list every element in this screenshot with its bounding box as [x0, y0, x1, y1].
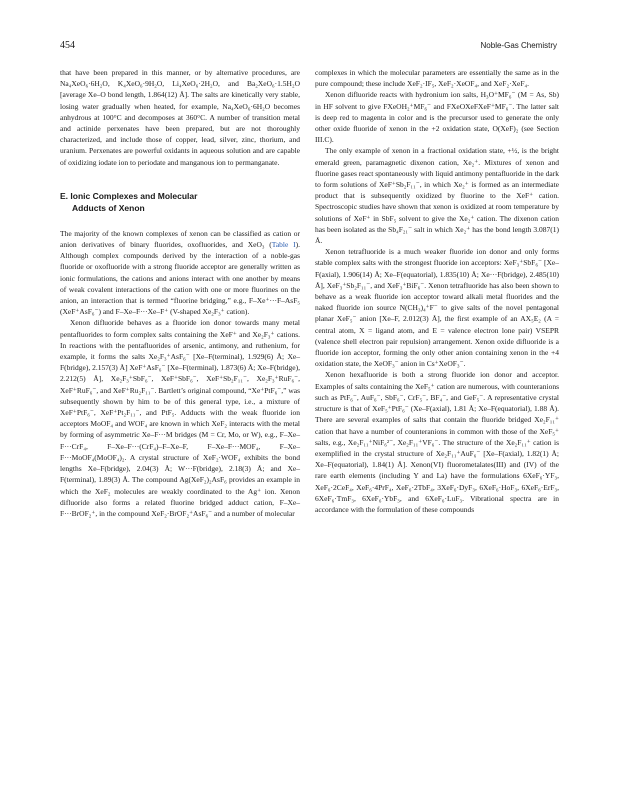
table-link[interactable]: Table I — [271, 240, 296, 250]
paragraph: Xenon difluoride behaves as a fluoride ion donor towards many metal pentafluorides to form complex salts containing the XeF⁺ and Xe₂F₃⁺ cations. In reactions with the pentafluorides of arsenic, antimony, and ruthenium, for example, it forms the salts Xe₂F₃⁺AsF₆⁻ [Xe–F(terminal), 1.929(6) Å; Xe–F(bridge), 2.157(3) Å] XeF⁺AsF₆⁻ [Xe–F(terminal), 1.873(6) Å; Xe–F(bridge), 2.212(5) Å], Xe₂F₃⁺SbF₆⁻, XeF⁺SbF₆⁻, XeF⁺Sb₂F₁₁⁻, Xe₂F₃⁺RuF₆⁻, XeF⁺RuF₆⁻, and XeF⁺Ru₂F₁₁⁻. Bartlett’s original compound, “Xe⁺PtF₆⁻,” was subsequently shown by him to be of this general type, i.e., a mixture of XeF⁺PtF₆⁻, XeF⁺Pt₂F₁₁⁻, and PtF₅. Adducts with the weak fluoride ion acceptors MoOF₄ and WOF₄ are known in which XeF₂ interacts with the metal by forming of asymmetric Xe–F···M bridges (M = Cr, Mo, or W), e.g., F–Xe–F···CrF₄, F–Xe–F···(CrF₄)–F–Xe–F, F–Xe–F···MOF₄, F–Xe–F···MoOF₄(MoOF₄)₂. A crystal structure of XeF₂·WOF₄ exhibits the bond lengths Xe–F(bridge), 2.04(3) Å; W···F(bridge), 2.18(3) Å; and Xe–F(terminal), 1.89(3) Å. The compound Ag(XeF₂)₂AsF₆ provides an example in which the XeF₂ molecules are weakly coordinated to the Ag⁺ ion. Xenon difluoride also forms a related fluorine bridged adduct cation, F–Xe–F···BrOF₂⁺, in the compound XeF₂·BrOF₂⁺AsF₆⁻ and a number of molecular — [60, 318, 300, 518]
paragraph-text: The majority of the known complexes of xenon can be classified as cation or anion derivatives of binary fluorides, oxofluorides, and XeO₃ ( — [60, 228, 300, 250]
paragraph-text: ). Although complex compounds derived by the interaction of a noble-gas fluoride or oxofluoride with a strong fluoride acceptor are generally written as ionic formulations, the cations and anions interact with one another by means of weak covalent interactions of the cation with one or more fluorines on the anion, an interaction that is termed “fluorine bridging,” e.g., F–Xe⁺···F–AsF₅ (XeF⁺AsF₆⁻) and F–Xe–F···Xe–F⁺ (V-shaped Xe₂F₃⁺ cation). — [60, 240, 300, 317]
paragraph: Xenon tetrafluoride is a much weaker fluoride ion donor and only forms stable complex salts with the strongest fluoride ion acceptors: XeF₃⁺SbF₆⁻ [Xe–F(axial), 1.906(14) Å; Xe–F(equatorial), 1.835(10) Å; Xe···F(bridge), 2.485(10) Å], XeF₃⁺Sb₂F₁₁⁻, and XeF₃⁺BiF₆⁻. Xenon tetrafluoride has also been shown to behave as a weak fluoride ion acceptor toward alkali metal fluorides and the naked fluoride ion source N(CH₃)₄⁺F⁻ to give salts of the novel pentagonal planar XeF₅⁻ anion [Xe–F, 2.012(3) Å], the first example of an AX₅E₂ (A = central atom, X = ligand atom, and E = valence electron lone pair) VSEPR (valence shell electron pair repulsion) arrangement. Xenon oxide difluoride is a fluoride ion acceptor, forming the only other anion containing xenon in the +4 oxidation state, the XeOF₃⁻ anion in Cs⁺XeOF₃⁻. — [315, 247, 559, 369]
section-heading — [60, 190, 300, 214]
page-number: 454 — [60, 40, 75, 51]
running-title: Noble-Gas Chemistry — [480, 41, 557, 50]
section-heading-line2: Adducts of Xenon — [72, 202, 145, 213]
paragraph: complexes in which the molecular parameters are essentially the same as in the pure compound; these include XeF₂·IF₅, XeF₂·XeOF₄, and XeF₂·XeF₄. — [315, 68, 559, 89]
section-heading-line1: E. Ionic Complexes and Molecular — [60, 190, 198, 201]
right-column — [315, 67, 559, 515]
paragraph — [60, 228, 300, 318]
running-header — [60, 40, 557, 54]
left-column — [60, 67, 300, 519]
paragraph: that have been prepared in this manner, or by alternative procedures, are Na₄XeO₆·6H₂O, K₄XeO₆·9H₂O, Li₄XeO₆·2H₂O, and Ba₂XeO₆·1.5H₂O [average Xe–O bond length, 1.864(12) Å]. The salts are kinetically very stable, losing water gradually when heated, for example, Na₄XeO₆·6H₂O becomes anhydrous at 100°C and decomposes at 360°C. A number of transition metal and actinide perxenates have been prepared, but are not thoroughly characterized, and include those of copper, lead, silver, zinc, thorium, and uranium. Perxenates are powerful oxidants in aqueous solution and are capable of oxidizing iodate ion to periodate and manganous ion to permanganate. — [60, 68, 300, 167]
paragraph: Xenon difluoride reacts with hydronium ion salts, H₃O⁺MF₆⁻ (M = As, Sb) in HF solvent to give FXeOH₂⁺MF₆⁻ and FXeOXeFXeF⁺MF₆⁻. The latter salt is deep red to magenta in color and is the precursor used to generate the only other oxide fluoride of xenon in the +2 oxidation state, O(XeF)₂ (see Section III.C). — [315, 90, 559, 145]
paragraph: The only example of xenon in a fractional oxidation state, +½, is the bright emerald green, paramagnetic dixenon cation, Xe₂⁺. Mixtures of xenon and fluorine gases react spontaneously with liquid antimony pentafluoride in the dark to form solutions of XeF⁺Sb₂F₁₁⁻, in which Xe₂⁺ is formed as an intermediate product that is subsequently oxidized by fluorine to the XeF⁺ cation. Spectroscopic studies have shown that xenon is oxidized at room temperature by solutions of XeF⁺ in SbF₅ solvent to give the Xe₂⁺ cation. The dixenon cation has been isolated as the Sb₄F₂₁⁻ salt in which Xe₂⁺ has the bond length 3.087(1) Å. — [315, 146, 559, 246]
paragraph: Xenon hexafluoride is both a strong fluoride ion donor and acceptor. Examples of salts containing the XeF₅⁺ cation are numerous, with counteranions such as PtF₆⁻, AuF₆⁻, SbF₆⁻, CrF₅⁻, BF₄⁻, and GeF₅⁻. A representative crystal structure is that of XeF₅⁺PtF₆⁻ (Xe–F(axial), 1.81 Å; Xe–F(equatorial), 1.88 Å). There are several examples of salts that contain the fluoride bridged Xe₂F₁₁⁺ cation that have a number of counteranions in common with those of the XeF₅⁺ salts, e.g., Xe₂F₁₁⁺NiF₆²⁻, Xe₂F₁₁⁺VF₆⁻. The structure of the Xe₂F₁₁⁺ cation is exemplified in the crystal structure of Xe₂F₁₁⁺AuF₆⁻ [Xe–F(axial), 1.82(1) Å; Xe–F(equatorial), 1.84(1) Å]. Xenon(VI) fluorometalates(III) and (IV) of the rare earth elements (including Y and La) have the formulations 6XeF₆·YF₃, XeF₆·2CeF₄, XeF₆·4PrF₄, XeF₆·2TbF₄, 3XeF₆·DyF₃, 6XeF₆·HoF₃, 6XeF₆·ErF₃, 6XeF₆·TmF₃, 6XeF₆·YbF₃, and 6XeF₆·LuF₃. Vibrational spectra are in accordance with the formulation of these compounds — [315, 370, 559, 514]
